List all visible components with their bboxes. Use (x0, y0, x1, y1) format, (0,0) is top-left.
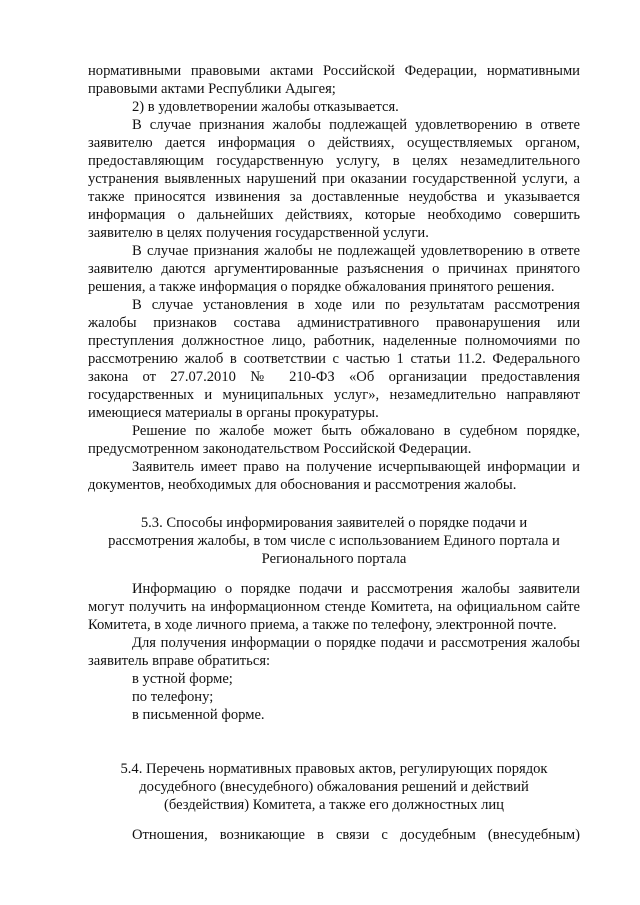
section-5-4-body (88, 826, 580, 844)
paragraph-applicant-rights: Заявитель имеет право на получение исчерпывающей информации и документов, необходимых для обоснования и рассмотрения жалобы. (88, 459, 580, 493)
heading-5-4-line-3: (бездействия) Комитета, а также его должностных лиц (164, 797, 504, 813)
heading-5-3-line-1: 5.3. Способы информирования заявителей о порядке подачи и (140, 515, 528, 531)
list-item-written: в письменной форме. (132, 707, 265, 723)
paragraph-how-to-apply: Для получения информации о порядке подачи и рассмотрения жалобы заявитель вправе обратиться: (88, 635, 580, 669)
paragraph-information-sources: Информацию о порядке подачи и рассмотрения жалобы заявители могут получить на информационном стенде Комитета, на официальном сайте Комитета, в ходе личного приема, а также по телефону, электронной почте. (88, 581, 580, 633)
paragraph-complaint-satisfied: В случае признания жалобы подлежащей удовлетворению в ответе заявителю дается информация о действиях, осуществляемых органом, предоставляющим государственную услугу, в целях незамедлительного устранения выявленных нарушений при оказании государственной услуги, а также приносятся извинения за доставленные неудобства и указывается информация о дальнейших действиях, которые необходимо совершить заявителю в целях получения государственной услуги. (88, 117, 580, 241)
heading-5-4-line-2: досудебного (внесудебного) обжалования решений и действий (139, 779, 529, 795)
section-heading-5-3 (88, 514, 580, 568)
section-5-3-body (88, 580, 580, 724)
list-item-oral: в устной форме; (132, 671, 233, 687)
heading-5-4-line-1: 5.4. Перечень нормативных правовых актов, регулирующих порядок (120, 761, 548, 777)
heading-5-3-line-2: рассмотрения жалобы, в том числе с использованием Единого портала и (108, 533, 560, 549)
paragraph-complaint-rejected: В случае признания жалобы не подлежащей удовлетворению в ответе заявителю даются аргументированные разъяснения о причинах принятого решения, а также информация о порядке обжалования принятого решения. (88, 243, 580, 295)
paragraph-legal-acts: нормативными правовыми актами Российской Федерации, нормативными правовыми актами Республики Адыгея; (88, 63, 580, 97)
section-5-2-continuation (88, 62, 580, 494)
paragraph-court-appeal: Решение по жалобе может быть обжаловано в судебном порядке, предусмотренном законодательством Российской Федерации. (88, 423, 580, 457)
section-heading-5-4 (88, 760, 580, 814)
heading-5-3-line-3: Регионального портала (261, 551, 407, 567)
paragraph-relations: Отношения, возникающие в связи с досудебным (внесудебным) (132, 827, 580, 843)
list-item-phone: по телефону; (132, 689, 214, 705)
paragraph-refusal: 2) в удовлетворении жалобы отказывается. (132, 99, 399, 115)
paragraph-violation-found: В случае установления в ходе или по результатам рассмотрения жалобы признаков состава административного правонарушения или преступления должностное лицо, работник, наделенные полномочиями по рассмотрению жалоб в соответствии с частью 1 статьи 11.2. Федерального закона от 27.07.2010 № 210-ФЗ «Об организации предоставления государственных и муниципальных услуг», незамедлительно направляют имеющиеся материалы в органы прокуратуры. (88, 297, 580, 421)
